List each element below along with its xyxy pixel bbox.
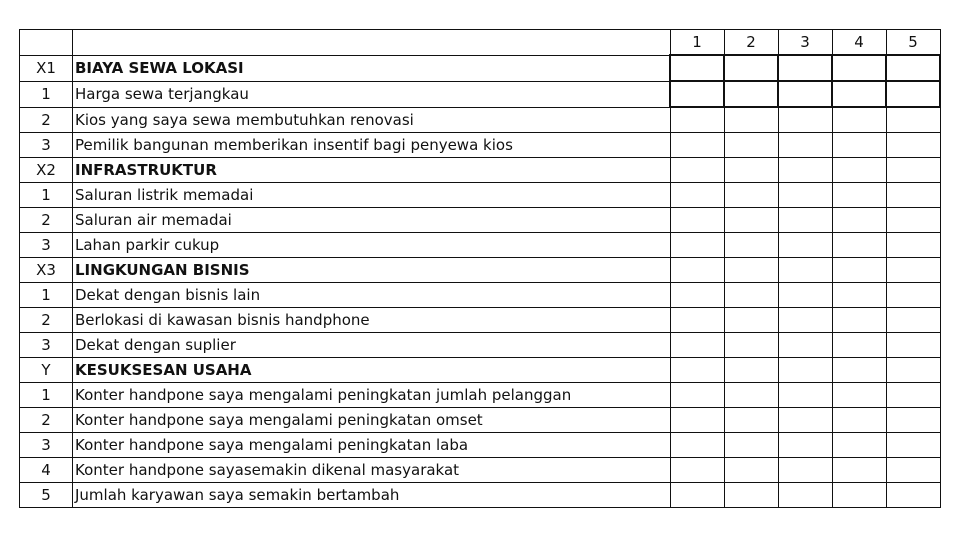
score-cell-5[interactable]: [886, 383, 940, 408]
score-cell-4[interactable]: [832, 107, 886, 133]
item-row: [20, 308, 941, 333]
section-code: Y: [20, 358, 73, 383]
header-statement-cell: [73, 30, 671, 56]
item-row: [20, 233, 941, 258]
section-title: INFRASTRUKTUR: [73, 158, 671, 183]
section-row: [20, 55, 941, 81]
item-number: 2: [20, 107, 73, 133]
item-number: 3: [20, 333, 73, 358]
item-number: 2: [20, 208, 73, 233]
item-number: 4: [20, 458, 73, 483]
score-cell-2[interactable]: [724, 233, 778, 258]
item-statement: Dekat dengan bisnis lain: [73, 283, 671, 308]
score-cell-2[interactable]: [724, 81, 778, 107]
section-title: BIAYA SEWA LOKASI: [73, 55, 671, 81]
score-cell-3[interactable]: [778, 183, 832, 208]
section-row: [20, 158, 941, 183]
score-cell-3[interactable]: [778, 483, 832, 508]
score-cell-1[interactable]: [670, 133, 724, 158]
score-cell-4[interactable]: [832, 258, 886, 283]
item-number: 2: [20, 308, 73, 333]
item-row: [20, 333, 941, 358]
score-cell-5[interactable]: [886, 358, 940, 383]
score-cell-2[interactable]: [724, 333, 778, 358]
score-cell-4[interactable]: [832, 433, 886, 458]
item-row: [20, 458, 941, 483]
item-row: [20, 208, 941, 233]
score-cell-5[interactable]: [886, 408, 940, 433]
score-cell-1[interactable]: [670, 458, 724, 483]
score-cell-5[interactable]: [886, 208, 940, 233]
item-number: 3: [20, 433, 73, 458]
score-cell-5[interactable]: [886, 458, 940, 483]
item-statement: Harga sewa terjangkau: [73, 81, 671, 107]
item-row: [20, 408, 941, 433]
section-title: KESUKSESAN USAHA: [73, 358, 671, 383]
score-cell-4[interactable]: [832, 158, 886, 183]
score-header-4: 4: [832, 30, 886, 56]
item-statement: Pemilik bangunan memberikan insentif bagi penyewa kios: [73, 133, 671, 158]
score-cell-1[interactable]: [670, 107, 724, 133]
score-cell-2[interactable]: [724, 183, 778, 208]
score-cell-3[interactable]: [778, 308, 832, 333]
score-cell-3[interactable]: [778, 258, 832, 283]
item-statement: Konter handpone saya mengalami peningkatan jumlah pelanggan: [73, 383, 671, 408]
score-cell-2[interactable]: [724, 258, 778, 283]
questionnaire-table: [19, 29, 941, 508]
score-cell-1[interactable]: [670, 333, 724, 358]
score-cell-2[interactable]: [724, 308, 778, 333]
score-cell-1[interactable]: [670, 258, 724, 283]
score-cell-4[interactable]: [832, 55, 886, 81]
score-cell-5[interactable]: [886, 233, 940, 258]
score-header-5: 5: [886, 30, 940, 56]
score-cell-3[interactable]: [778, 233, 832, 258]
score-cell-2[interactable]: [724, 107, 778, 133]
score-cell-2[interactable]: [724, 383, 778, 408]
score-cell-1[interactable]: [670, 55, 724, 81]
score-cell-5[interactable]: [886, 333, 940, 358]
score-cell-3[interactable]: [778, 133, 832, 158]
score-cell-1[interactable]: [670, 358, 724, 383]
section-code: X3: [20, 258, 73, 283]
score-cell-4[interactable]: [832, 183, 886, 208]
score-cell-5[interactable]: [886, 258, 940, 283]
item-number: 1: [20, 383, 73, 408]
score-cell-3[interactable]: [778, 383, 832, 408]
score-cell-4[interactable]: [832, 408, 886, 433]
score-cell-1[interactable]: [670, 408, 724, 433]
score-cell-4[interactable]: [832, 233, 886, 258]
item-statement: Jumlah karyawan saya semakin bertambah: [73, 483, 671, 508]
item-statement: Konter handpone saya mengalami peningkatan omset: [73, 408, 671, 433]
score-cell-2[interactable]: [724, 158, 778, 183]
score-cell-4[interactable]: [832, 458, 886, 483]
item-number: 1: [20, 81, 73, 107]
item-row: [20, 283, 941, 308]
score-cell-1[interactable]: [670, 208, 724, 233]
item-row: [20, 81, 941, 107]
score-cell-5[interactable]: [886, 483, 940, 508]
score-cell-5[interactable]: [886, 283, 940, 308]
item-row: [20, 107, 941, 133]
score-cell-2[interactable]: [724, 458, 778, 483]
item-number: 3: [20, 233, 73, 258]
score-cell-3[interactable]: [778, 333, 832, 358]
score-cell-4[interactable]: [832, 383, 886, 408]
item-row: [20, 183, 941, 208]
score-cell-3[interactable]: [778, 358, 832, 383]
item-statement: Saluran air memadai: [73, 208, 671, 233]
score-cell-4[interactable]: [832, 208, 886, 233]
score-cell-3[interactable]: [778, 158, 832, 183]
score-cell-4[interactable]: [832, 81, 886, 107]
item-statement: Lahan parkir cukup: [73, 233, 671, 258]
item-row: [20, 433, 941, 458]
score-cell-5[interactable]: [886, 81, 940, 107]
score-header-2: 2: [724, 30, 778, 56]
section-code: X1: [20, 55, 73, 81]
item-statement: Konter handpone sayasemakin dikenal masyarakat: [73, 458, 671, 483]
score-cell-5[interactable]: [886, 308, 940, 333]
score-cell-1[interactable]: [670, 283, 724, 308]
item-row: [20, 133, 941, 158]
item-number: 5: [20, 483, 73, 508]
item-statement: Dekat dengan suplier: [73, 333, 671, 358]
item-number: 3: [20, 133, 73, 158]
item-row: [20, 483, 941, 508]
score-cell-1[interactable]: [670, 308, 724, 333]
score-cell-3[interactable]: [778, 458, 832, 483]
score-cell-1[interactable]: [670, 183, 724, 208]
score-cell-5[interactable]: [886, 107, 940, 133]
score-cell-4[interactable]: [832, 283, 886, 308]
score-cell-4[interactable]: [832, 133, 886, 158]
questionnaire-body: [20, 30, 941, 508]
score-cell-5[interactable]: [886, 158, 940, 183]
section-code: X2: [20, 158, 73, 183]
score-cell-3[interactable]: [778, 433, 832, 458]
score-cell-3[interactable]: [778, 408, 832, 433]
score-cell-2[interactable]: [724, 283, 778, 308]
section-row: [20, 358, 941, 383]
score-cell-3[interactable]: [778, 107, 832, 133]
item-number: 2: [20, 408, 73, 433]
score-cell-3[interactable]: [778, 283, 832, 308]
item-statement: Berlokasi di kawasan bisnis handphone: [73, 308, 671, 333]
score-cell-2[interactable]: [724, 358, 778, 383]
score-cell-1[interactable]: [670, 383, 724, 408]
score-cell-3[interactable]: [778, 55, 832, 81]
score-cell-4[interactable]: [832, 333, 886, 358]
score-cell-5[interactable]: [886, 183, 940, 208]
header-row: [20, 30, 941, 56]
score-cell-2[interactable]: [724, 133, 778, 158]
score-header-1: 1: [670, 30, 724, 56]
score-header-3: 3: [778, 30, 832, 56]
item-number: 1: [20, 283, 73, 308]
item-statement: Konter handpone saya mengalami peningkatan laba: [73, 433, 671, 458]
score-cell-1[interactable]: [670, 483, 724, 508]
score-cell-4[interactable]: [832, 483, 886, 508]
section-row: [20, 258, 941, 283]
header-no-cell: [20, 30, 73, 56]
item-row: [20, 383, 941, 408]
score-cell-2[interactable]: [724, 55, 778, 81]
score-cell-5[interactable]: [886, 133, 940, 158]
item-statement: Kios yang saya sewa membutuhkan renovasi: [73, 107, 671, 133]
score-cell-2[interactable]: [724, 408, 778, 433]
item-statement: Saluran listrik memadai: [73, 183, 671, 208]
score-cell-3[interactable]: [778, 208, 832, 233]
score-cell-2[interactable]: [724, 483, 778, 508]
section-title: LINGKUNGAN BISNIS: [73, 258, 671, 283]
score-cell-4[interactable]: [832, 308, 886, 333]
score-cell-1[interactable]: [670, 158, 724, 183]
item-number: 1: [20, 183, 73, 208]
score-cell-3[interactable]: [778, 81, 832, 107]
score-cell-5[interactable]: [886, 55, 940, 81]
score-cell-5[interactable]: [886, 433, 940, 458]
score-cell-1[interactable]: [670, 433, 724, 458]
score-cell-2[interactable]: [724, 208, 778, 233]
score-cell-1[interactable]: [670, 233, 724, 258]
score-cell-4[interactable]: [832, 358, 886, 383]
score-cell-2[interactable]: [724, 433, 778, 458]
score-cell-1[interactable]: [670, 81, 724, 107]
